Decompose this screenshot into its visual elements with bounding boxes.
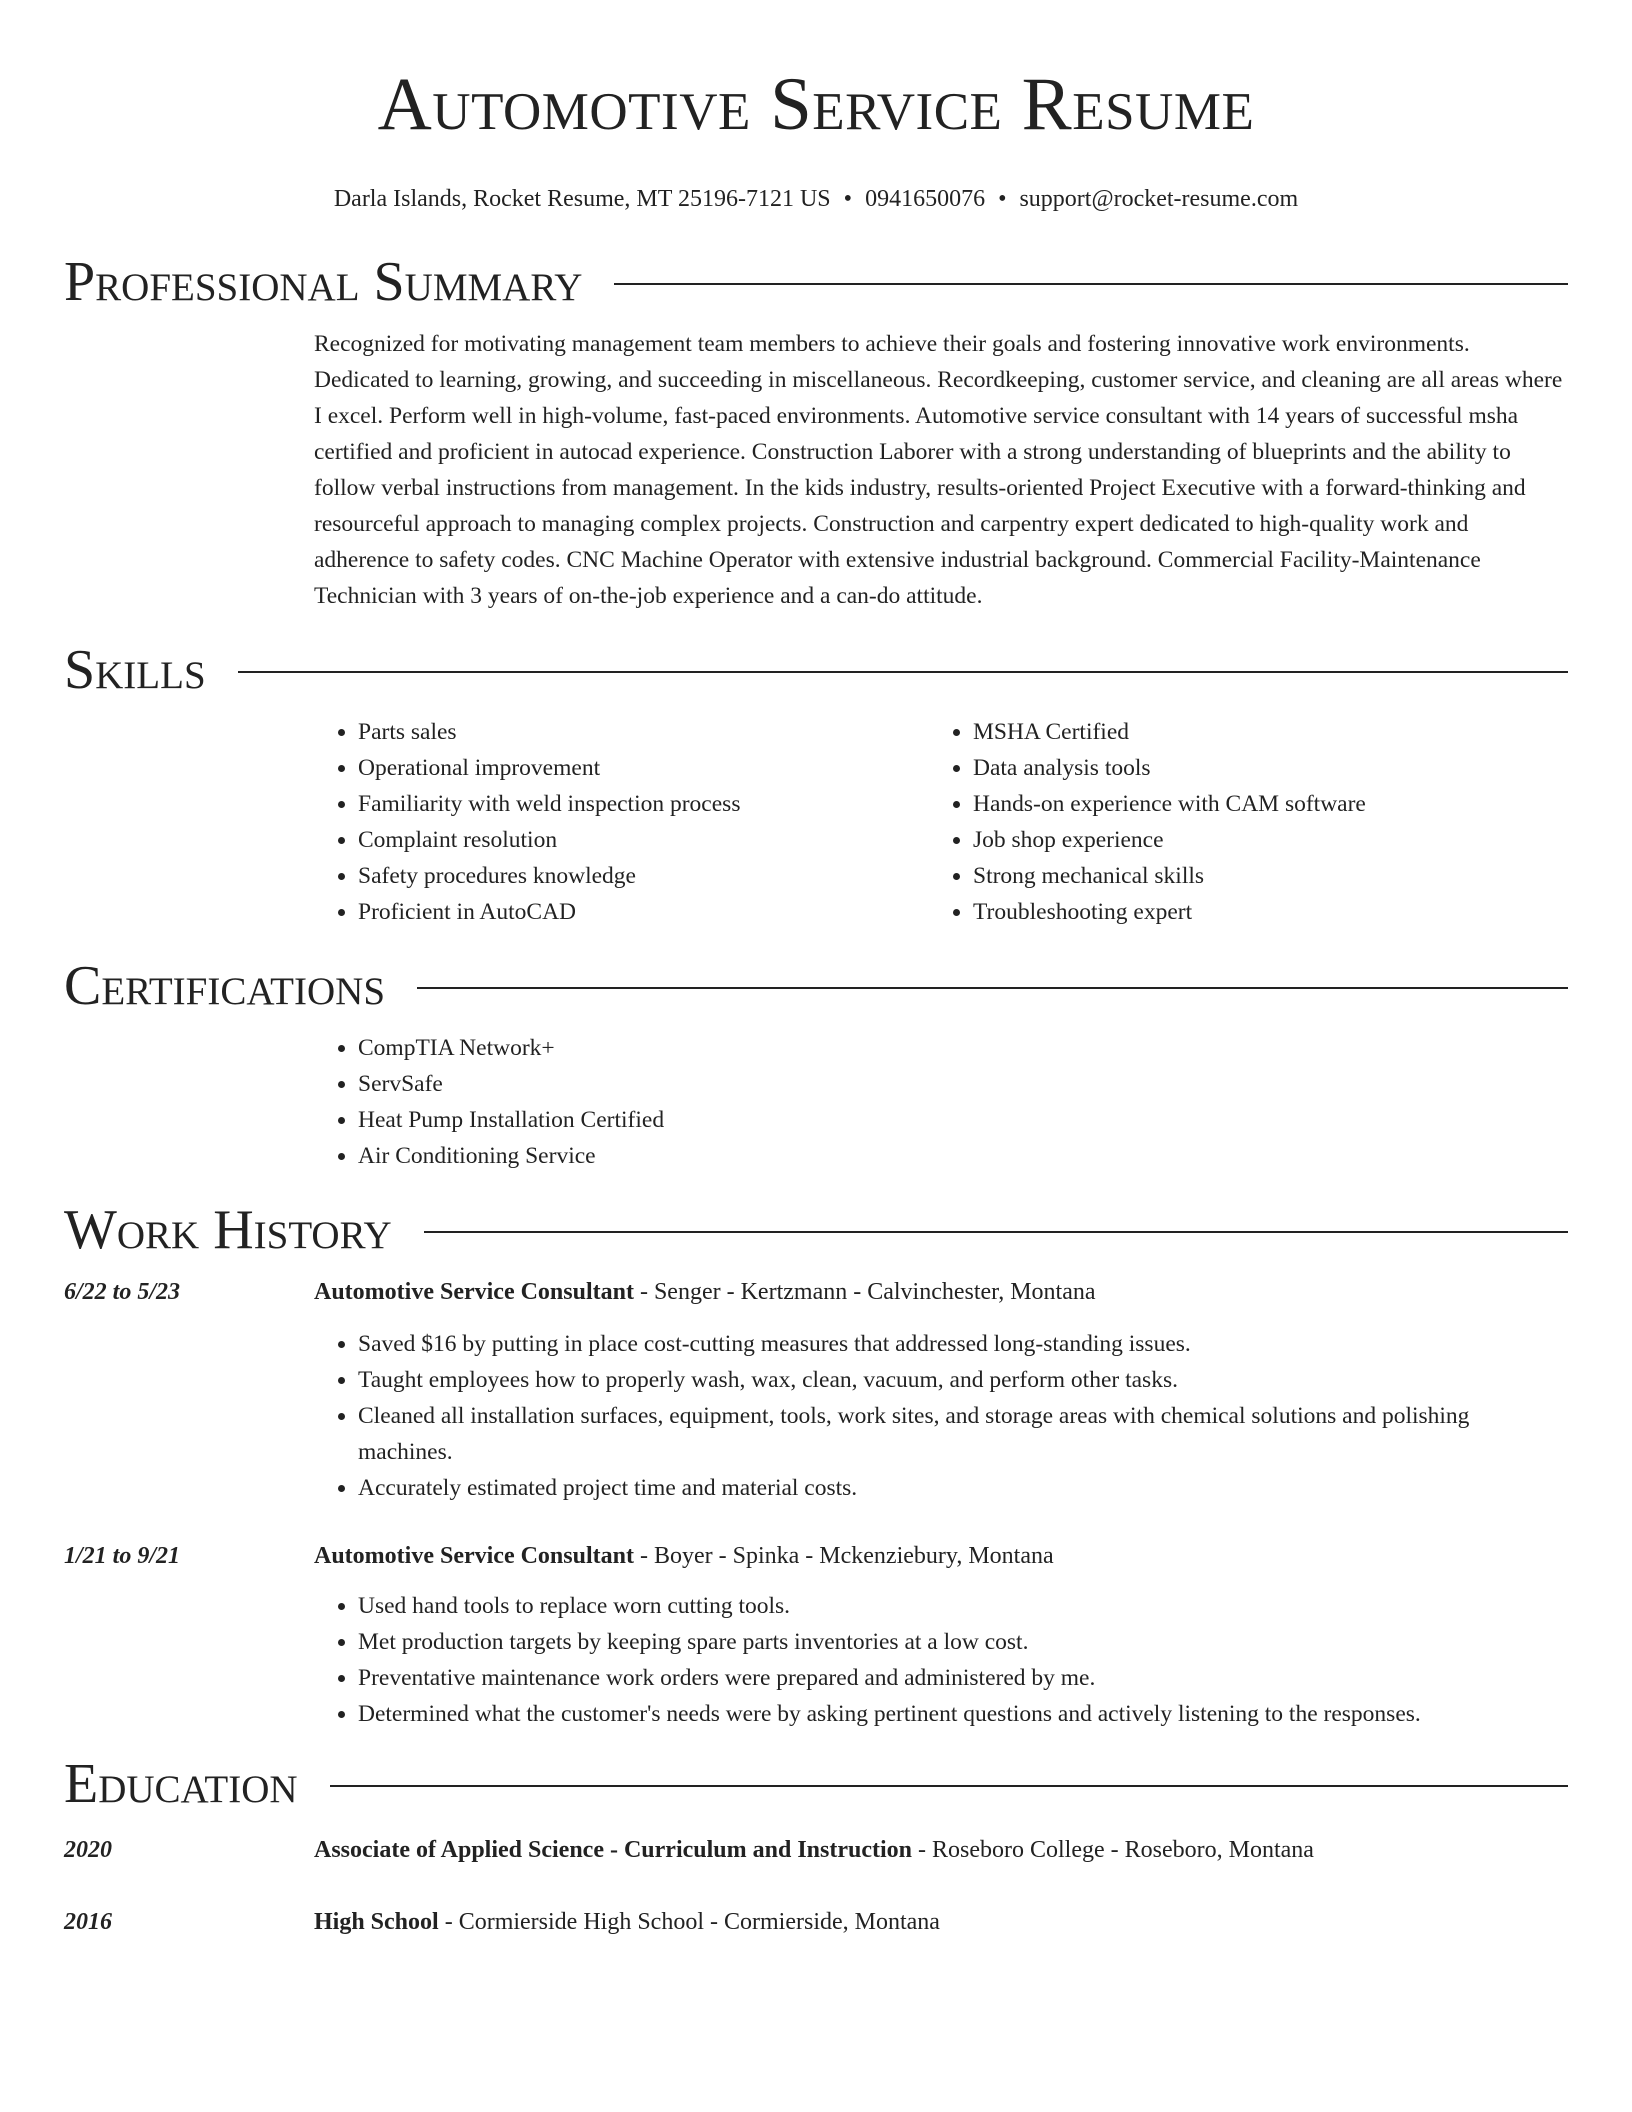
work-bullet: • Preventative maintenance work orders were prepared and administered by me. [358,1660,1568,1696]
certifications-section-header [64,956,1568,1016]
skill-item: • Proficient in AutoCAD [358,894,929,930]
job-details: - Boyer - Spinka - Mckenziebury, Montana [633,1543,1054,1569]
work-dates: 6/22 to 5/23 [64,1279,181,1305]
education-info [314,1834,1568,1866]
work-position [314,1276,1568,1308]
skill-item: • Complaint resolution [358,822,929,858]
education-year: 2020 [64,1837,112,1863]
skill-item: • Parts sales [358,714,929,750]
education-entry [64,1834,1568,1866]
skill-item: • Hands-on experience with CAM software [973,786,1544,822]
work-bullet: • Taught employees how to properly wash, wax, clean, vacuum, and perform other tasks. [358,1362,1568,1398]
certifications-heading: Certifications [64,955,386,1017]
contact-line [64,184,1568,214]
job-details: - Senger - Kertzmann - Calvinchester, Montana [633,1279,1096,1305]
contact-email: support@rocket-resume.com [1019,186,1299,212]
section-divider [238,671,1568,673]
certifications-body [314,1030,1568,1174]
skill-item: • Safety procedures knowledge [358,858,929,894]
summary-heading: Professional Summary [64,251,583,313]
work-bullet: • Met production targets by keeping spare parts inventories at a low cost. [358,1624,1568,1660]
work-position [314,1540,1568,1572]
skill-item: • Familiarity with weld inspection process [358,786,929,822]
education-degree: High School [314,1909,439,1935]
skills-section-header [64,640,1568,700]
work-heading: Work History [64,1199,392,1261]
work-bullets [314,1326,1568,1506]
skill-item: • Operational improvement [358,750,929,786]
skill-item: • Strong mechanical skills [973,858,1544,894]
education-details: - Roseboro College - Roseboro, Montana [912,1837,1314,1863]
summary-section-header [64,252,1568,312]
job-title: Automotive Service Consultant [314,1279,634,1305]
education-entry [64,1906,1568,1938]
summary-body [314,326,1568,614]
contact-phone: 0941650076 [865,186,986,212]
certification-item: • CompTIA Network+ [358,1030,1568,1066]
education-degree: Associate of Applied Science - Curriculum and Instruction [314,1837,913,1863]
work-bullet: • Saved $16 by putting in place cost-cutting measures that addressed long-standing issues. [358,1326,1568,1362]
contact-separator: • [998,186,1007,212]
contact-separator: • [843,186,853,212]
work-bullet: • Used hand tools to replace worn cutting tools. [358,1588,1568,1624]
skill-item: • Job shop experience [973,822,1544,858]
resume-title: Automotive Service Resume [377,63,1255,146]
education-year: 2016 [64,1909,112,1935]
skills-column-left [314,714,929,930]
job-title: Automotive Service Consultant [314,1543,634,1569]
contact-address: Darla Islands, Rocket Resume, MT 25196-7121 US [333,186,831,212]
certification-item: • Air Conditioning Service [358,1138,1568,1174]
certification-item: • Heat Pump Installation Certified [358,1102,1568,1138]
education-heading: Education [64,1753,298,1815]
work-entry [64,1276,1568,1506]
skills-column-right [929,714,1544,930]
work-bullet: • Cleaned all installation surfaces, equipment, tools, work sites, and storage areas with chemical solutions and polishing machines. [358,1398,1568,1470]
skills-grid [314,714,1568,930]
work-bullet: • Determined what the customer's needs were by asking pertinent questions and actively listening to the responses. [358,1696,1568,1732]
work-entry-header [64,1540,1568,1572]
section-divider [424,1231,1568,1233]
summary-text: Recognized for motivating management team members to achieve their goals and fostering innovative work environments. Dedicated to learning, growing, and succeeding in miscellaneous. Recordkeeping, customer service, and cleaning are all areas where I excel. Perform well in high-volume, fast-paced environments. Automotive service consultant with 14 years of successful msha certified and proficient in autocad experience. Construction Laborer with a strong understanding of blueprints and the ability to follow verbal instructions from management. In the kids industry, results-oriented Project Executive with a forward-thinking and resourceful approach to managing complex projects. Construction and carpentry expert dedicated to high-quality work and adherence to safety codes. CNC Machine Operator with extensive industrial background. Commercial Facility-Maintenance Technician with 3 years of on-the-job experience and a can-do attitude. [314,331,1563,609]
work-entry [64,1540,1568,1732]
certification-item: • ServSafe [358,1066,1568,1102]
work-bullets [314,1588,1568,1732]
work-bullet: • Accurately estimated project time and material costs. [358,1470,1568,1506]
work-entry-header [64,1276,1568,1308]
education-details: - Cormierside High School - Cormierside, Montana [438,1909,940,1935]
skill-item: • Data analysis tools [973,750,1544,786]
section-divider [614,283,1568,285]
skills-heading: Skills [64,639,206,701]
skill-item: • MSHA Certified [973,714,1544,750]
work-section-header [64,1200,1568,1260]
section-divider [330,1785,1568,1787]
skill-item: • Troubleshooting expert [973,894,1544,930]
education-section-header [64,1754,1568,1814]
work-dates: 1/21 to 9/21 [64,1543,181,1569]
education-info [314,1906,1568,1938]
section-divider [417,987,1568,989]
